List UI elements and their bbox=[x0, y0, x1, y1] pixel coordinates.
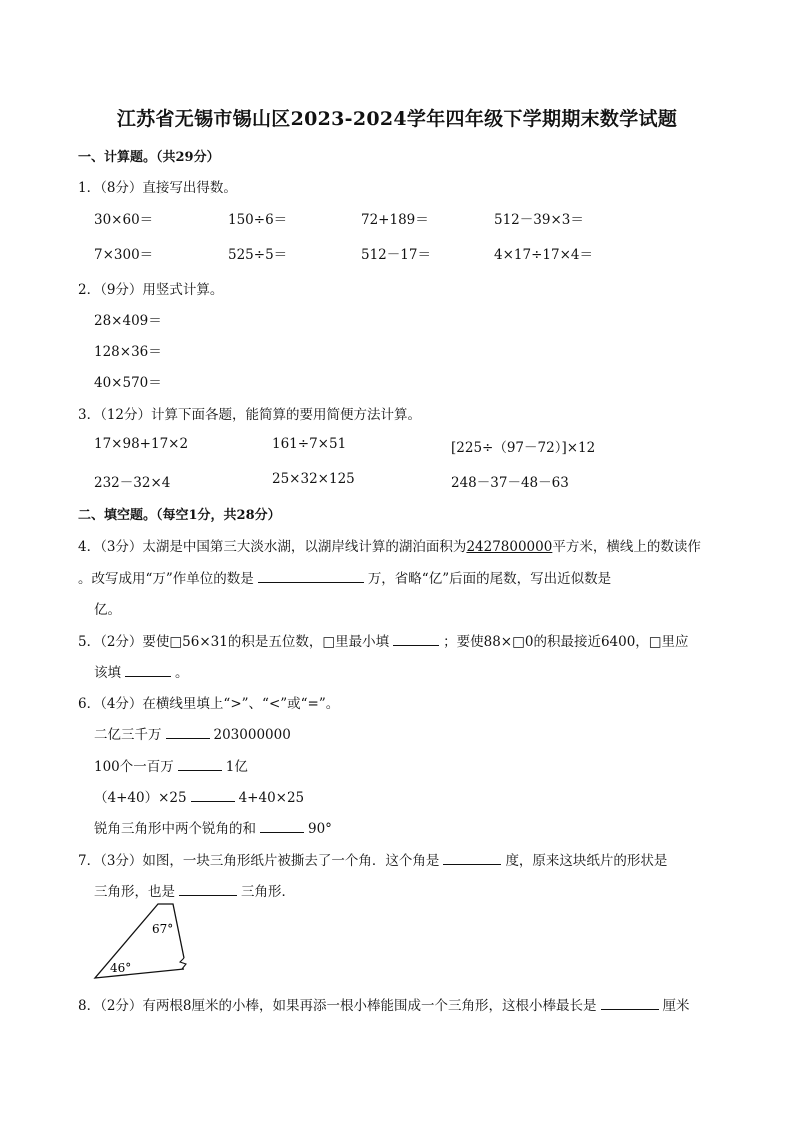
answer-blank[interactable] bbox=[260, 818, 304, 833]
torn-edge bbox=[180, 958, 186, 969]
q4-underlined-number: 2427800000 bbox=[466, 539, 553, 555]
question-8-line bbox=[78, 994, 690, 1014]
torn-triangle-figure bbox=[90, 900, 200, 982]
question-5-line-1 bbox=[78, 630, 689, 650]
answer-blank[interactable] bbox=[601, 995, 659, 1010]
q5-text: 5．（2分）要使□56×31的积是五位数，□里最小填 bbox=[78, 634, 390, 650]
q6-right: 203000000 bbox=[213, 727, 291, 743]
question-4-line-1 bbox=[78, 535, 701, 555]
q6-right: 4+40×25 bbox=[238, 790, 305, 806]
answer-blank[interactable] bbox=[125, 662, 171, 677]
question-7-line-2 bbox=[94, 880, 295, 900]
q6-left: 二亿三千万 bbox=[94, 727, 162, 743]
q3-item: [225÷（97－72）]×12 bbox=[451, 440, 596, 456]
q6-left: 100个一百万 bbox=[94, 759, 174, 775]
q4-text: 万，省略“亿”后面的尾数，写出近似数是 bbox=[367, 571, 612, 587]
q6-item bbox=[94, 817, 332, 837]
answer-blank[interactable] bbox=[166, 724, 210, 739]
q7-text: 度，原来这块纸片的形状是 bbox=[505, 853, 668, 869]
page-title: 江苏省无锡市锡山区2023-2024学年四年级下学期期末数学试题 bbox=[116, 108, 678, 130]
q4-text: 平方米，横线上的数读作 bbox=[552, 539, 701, 555]
q1-item: 72+189＝ bbox=[361, 212, 429, 228]
answer-blank[interactable] bbox=[443, 850, 501, 865]
question-2-heading: 2．（9分）用竖式计算。 bbox=[78, 282, 224, 298]
q7-text: 三角形． bbox=[241, 884, 295, 900]
answer-blank[interactable] bbox=[179, 881, 237, 896]
q6-right: 1亿 bbox=[225, 759, 248, 775]
q7-text: 7．（3分）如图，一块三角形纸片被撕去了一个角．这个角是 bbox=[78, 853, 440, 869]
q6-left: （4+40）×25 bbox=[94, 790, 187, 806]
q8-text: 8．（2分）有两根8厘米的小棒，如果再添一根小棒能围成一个三角形，这根小棒最长是 bbox=[78, 998, 597, 1014]
q6-item bbox=[94, 786, 304, 806]
section-heading-calculation: 一、计算题。（共29分） bbox=[78, 150, 220, 165]
q5-text: 该填 bbox=[94, 665, 121, 681]
answer-blank[interactable] bbox=[393, 631, 439, 646]
q1-item: 4×17÷17×4＝ bbox=[494, 247, 593, 263]
triangle-outline bbox=[95, 904, 184, 978]
answer-blank[interactable] bbox=[258, 568, 364, 583]
q1-item: 30×60＝ bbox=[94, 212, 154, 228]
section-heading-fill-in: 二、填空题。（每空1分，共28分） bbox=[78, 508, 281, 523]
q8-text: 厘米 bbox=[662, 998, 690, 1014]
question-1-heading: 1．（8分）直接写出得数。 bbox=[78, 180, 237, 196]
q5-text: 。 bbox=[175, 665, 189, 681]
q1-item: 525÷5＝ bbox=[228, 247, 288, 263]
angle-label-left: 46° bbox=[110, 961, 132, 975]
q3-item: 232－32×4 bbox=[94, 475, 171, 491]
answer-blank[interactable] bbox=[191, 787, 235, 802]
q3-item: 161÷7×51 bbox=[272, 436, 347, 452]
q4-text: 4．（3分）太湖是中国第三大淡水湖，以湖岸线计算的湖泊面积为 bbox=[78, 539, 467, 555]
question-5-line-2 bbox=[94, 661, 189, 681]
q6-left: 锐角三角形中两个锐角的和 bbox=[94, 821, 256, 837]
q5-text: ；要使88×□0的积最接近6400，□里应 bbox=[443, 634, 689, 650]
q1-item: 512－17＝ bbox=[361, 247, 431, 263]
angle-label-top: 67° bbox=[152, 922, 174, 936]
q6-item bbox=[94, 755, 248, 775]
q2-item: 40×570＝ bbox=[94, 375, 162, 391]
q1-item: 512－39×3＝ bbox=[494, 212, 584, 228]
q3-item: 25×32×125 bbox=[272, 471, 355, 487]
q1-item: 150÷6＝ bbox=[228, 212, 288, 228]
q4-text: 。改写成用“万”作单位的数是 bbox=[78, 571, 254, 587]
question-7-line-1 bbox=[78, 849, 667, 869]
answer-blank[interactable] bbox=[178, 756, 222, 771]
q6-right: 90° bbox=[308, 821, 332, 837]
q2-item: 128×36＝ bbox=[94, 344, 162, 360]
question-6-heading: 6．（4分）在横线里填上“>”、“<”或“=”。 bbox=[78, 696, 340, 712]
q3-item: 17×98+17×2 bbox=[94, 436, 189, 452]
q7-text: 三角形，也是 bbox=[94, 884, 175, 900]
question-3-heading: 3．（12分）计算下面各题，能简算的要用简便方法计算。 bbox=[78, 407, 422, 423]
q6-item bbox=[94, 723, 291, 743]
question-4-line-2 bbox=[78, 567, 611, 587]
q3-item: 248－37－48－63 bbox=[451, 475, 569, 491]
question-4-line-3: 亿。 bbox=[94, 602, 121, 618]
q2-item: 28×409＝ bbox=[94, 313, 162, 329]
q1-item: 7×300＝ bbox=[94, 247, 154, 263]
